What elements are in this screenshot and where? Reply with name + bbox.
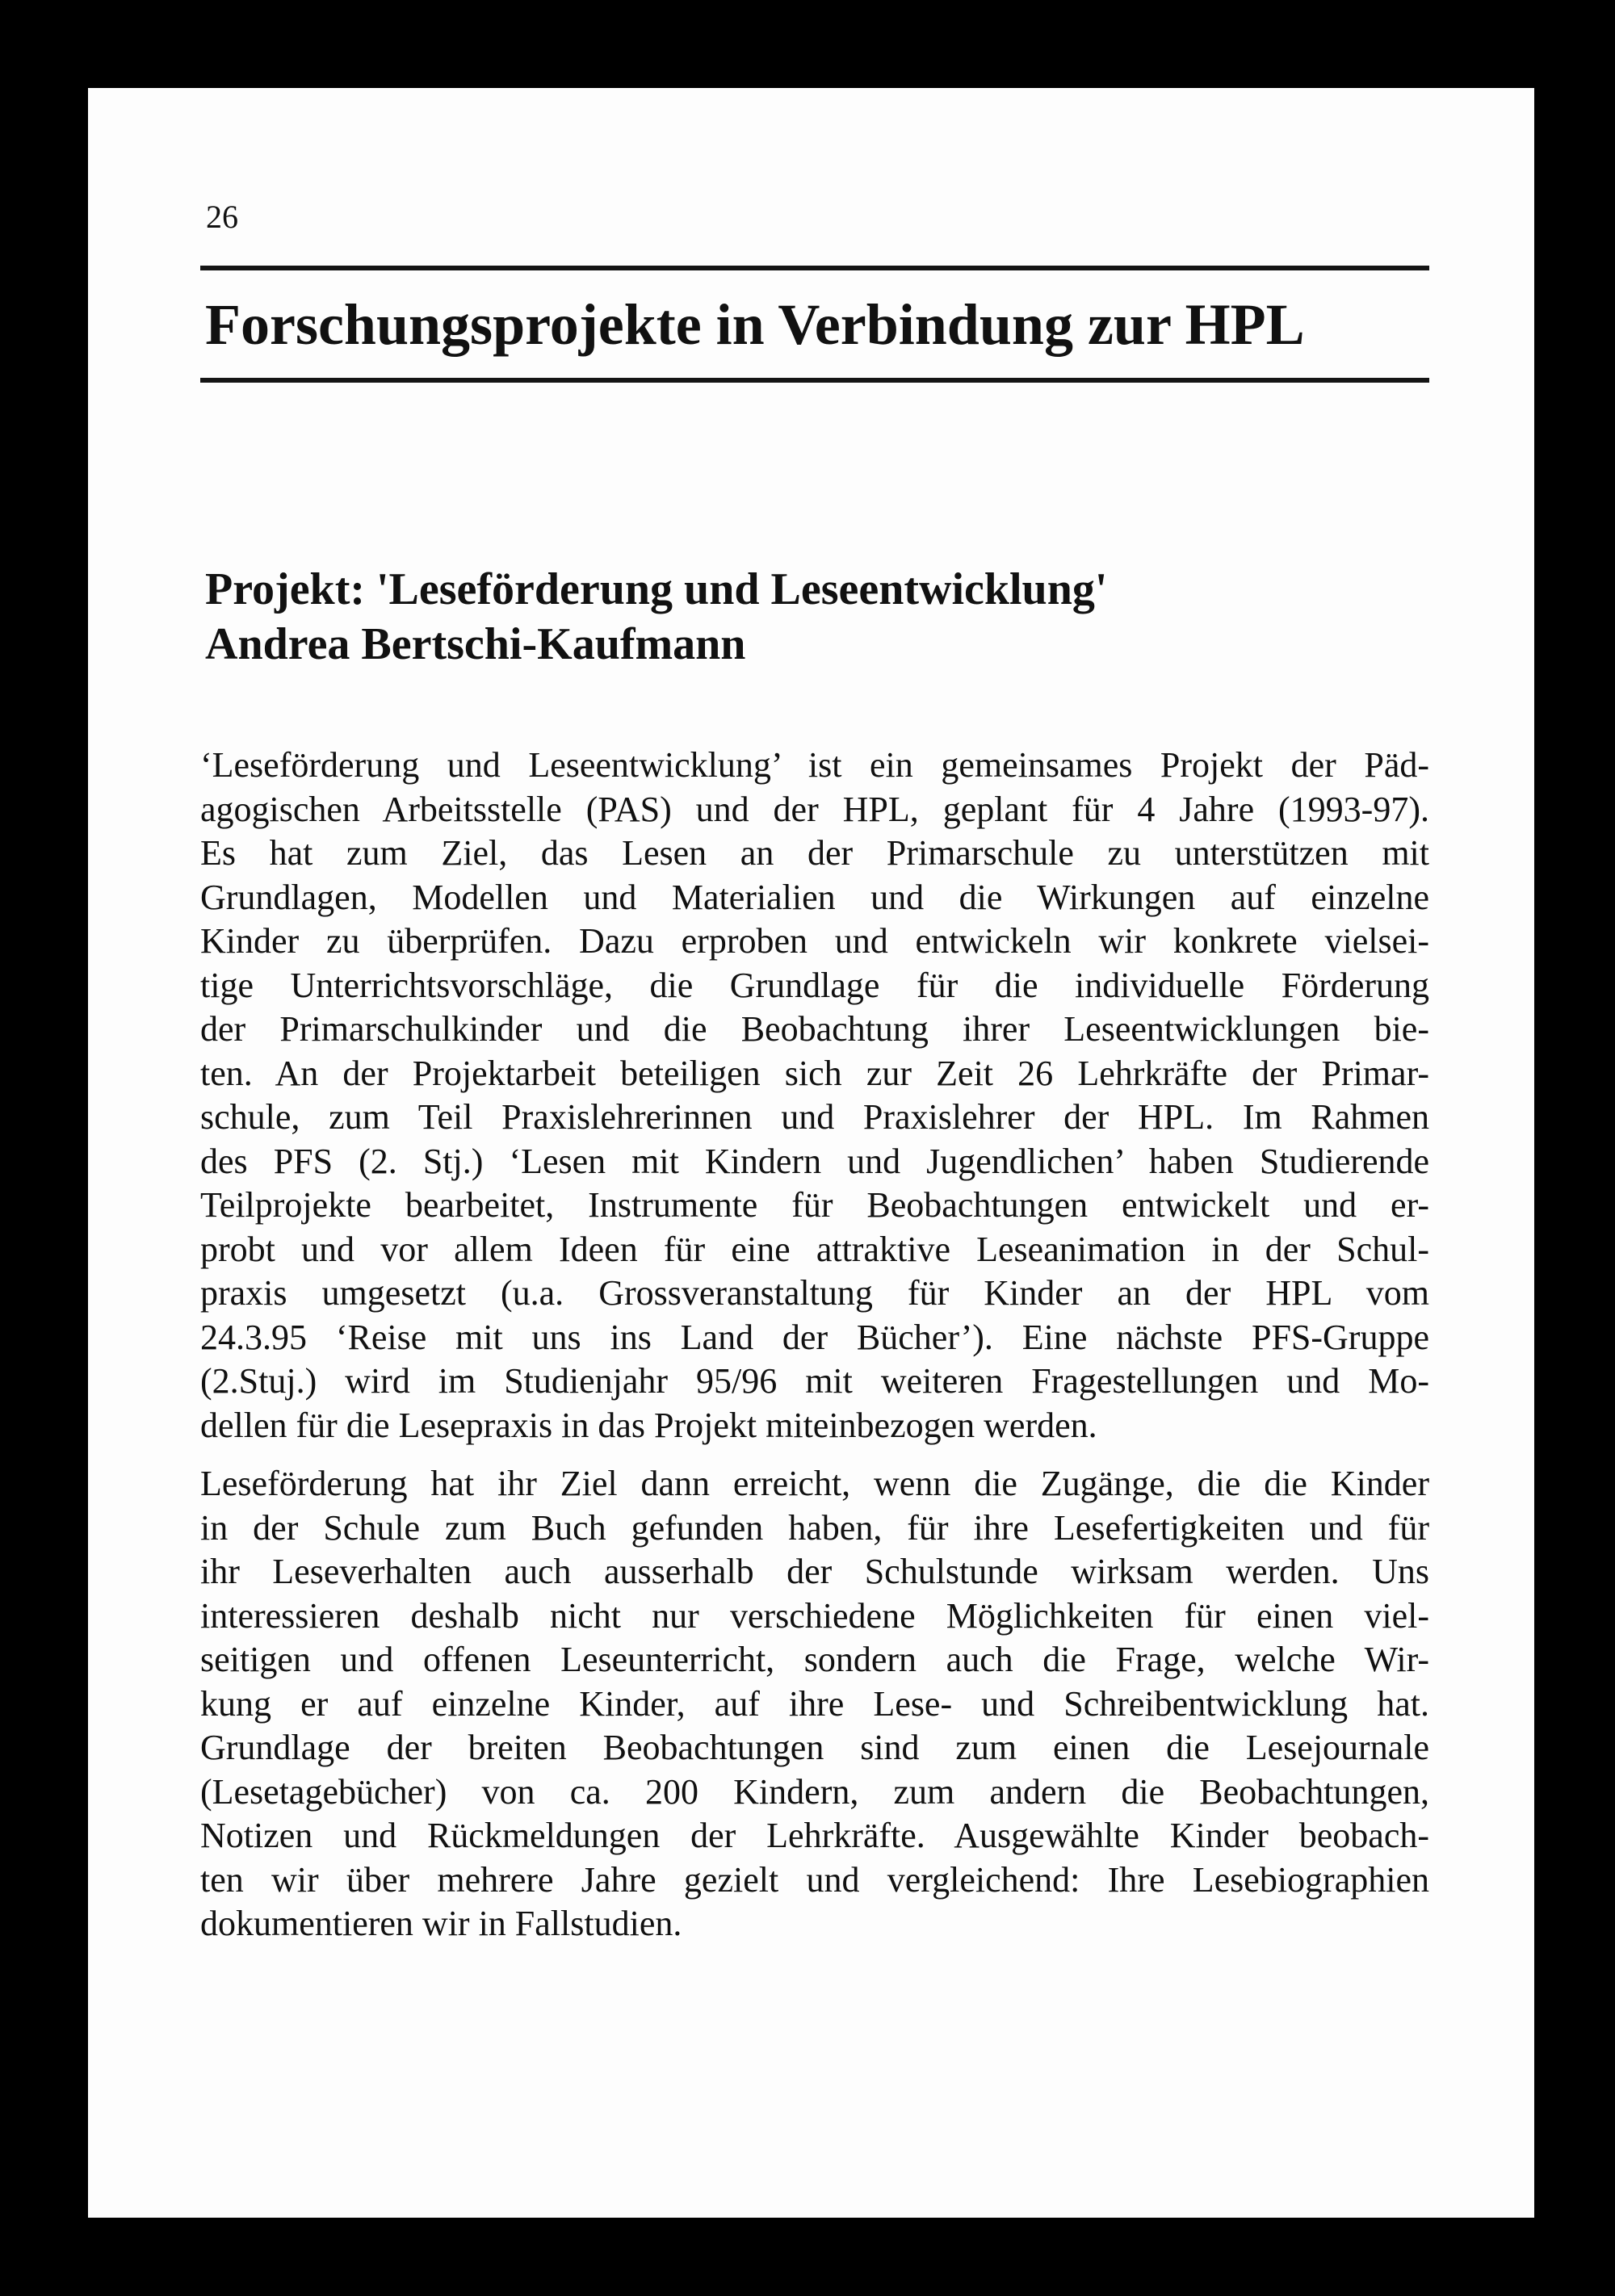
- text-line: seitigen und offenen Leseunterricht, sondern auch die Frage, welche Wir-: [200, 1640, 1429, 1679]
- text-line: Es hat zum Ziel, das Lesen an der Primarschule zu unterstützen mit: [200, 833, 1429, 873]
- text-line: der Primarschulkinder und die Beobachtung ihrer Leseentwicklungen bie-: [200, 1009, 1429, 1049]
- text-line: dokumentieren wir in Fallstudien.: [200, 1904, 682, 1943]
- text-line: agogischen Arbeitsstelle (PAS) und der HPL, geplant für 4 Jahre (1993-97).: [200, 789, 1429, 829]
- text-line: kung er auf einzelne Kinder, auf ihre Lese- und Schreibentwicklung hat.: [200, 1683, 1429, 1724]
- page-title: Forschungsprojekte in Verbindung zur HPL: [205, 292, 1305, 357]
- text-line: in der Schule zum Buch gefunden haben, für ihre Lesefertigkeiten und für: [200, 1507, 1429, 1548]
- text-line: ten wir über mehrere Jahre gezielt und vergleichend: Ihre Lesebiographien: [200, 1859, 1429, 1900]
- text-line: Kinder zu überprüfen. Dazu erproben und entwickeln wir konkrete vielsei-: [200, 921, 1429, 961]
- text-line: dellen für die Lesepraxis in das Projekt miteinbezogen werden.: [200, 1405, 1097, 1445]
- text-line: probt und vor allem Ideen für eine attraktive Leseanimation in der Schul-: [200, 1229, 1429, 1269]
- project-heading: Projekt: 'Leseförderung und Leseentwicklung': [205, 564, 1108, 614]
- text-line: Grundlagen, Modellen und Materialien und die Wirkungen auf einzelne: [200, 877, 1429, 917]
- top-rule: [200, 266, 1429, 270]
- paragraph-2: [200, 1462, 1429, 1946]
- page-number: 26: [206, 199, 238, 235]
- text-line: (Lesetagebücher) von ca. 200 Kindern, zum andern die Beobachtungen,: [200, 1771, 1429, 1812]
- text-line: des PFS (2. Stj.) ‘Lesen mit Kindern und Jugendlichen’ haben Studierende: [200, 1141, 1429, 1181]
- title-rule: [200, 378, 1429, 383]
- text-line: ‘Leseförderung und Leseentwicklung’ ist ein gemeinsames Projekt der Päd-: [200, 745, 1429, 785]
- text-line: 24.3.95 ‘Reise mit uns ins Land der Bücher’). Eine nächste PFS-Gruppe: [200, 1317, 1429, 1357]
- text-line: Leseförderung hat ihr Ziel dann erreicht, wenn die Zugänge, die die Kinder: [200, 1464, 1429, 1503]
- text-line: schule, zum Teil Praxislehrerinnen und Praxislehrer der HPL. Im Rahmen: [200, 1097, 1429, 1137]
- text-line: ten. An der Projektarbeit beteiligen sich zur Zeit 26 Lehrkräfte der Primar-: [200, 1053, 1429, 1093]
- paragraph-1: [200, 744, 1429, 1448]
- text-line: Notizen und Rückmeldungen der Lehrkräfte. Ausgewählte Kinder beobach-: [200, 1816, 1429, 1855]
- text-line: Teilprojekte bearbeitet, Instrumente für Beobachtungen entwickelt und er-: [200, 1185, 1429, 1225]
- document-page: [88, 88, 1534, 2218]
- text-line: tige Unterrichtsvorschläge, die Grundlage für die individuelle Förderung: [200, 965, 1429, 1005]
- text-line: Grundlage der breiten Beobachtungen sind zum einen die Lesejournale: [200, 1728, 1429, 1767]
- text-line: praxis umgesetzt (u.a. Grossveranstaltung für Kinder an der HPL vom: [200, 1273, 1429, 1313]
- text-line: (2.Stuj.) wird im Studienjahr 95/96 mit weiteren Fragestellungen und Mo-: [200, 1361, 1429, 1401]
- text-line: ihr Leseverhalten auch ausserhalb der Schulstunde wirksam werden. Uns: [200, 1552, 1429, 1591]
- text-line: interessieren deshalb nicht nur verschiedene Möglichkeiten für einen viel-: [200, 1595, 1429, 1636]
- author-name: Andrea Bertschi-Kaufmann: [205, 619, 746, 669]
